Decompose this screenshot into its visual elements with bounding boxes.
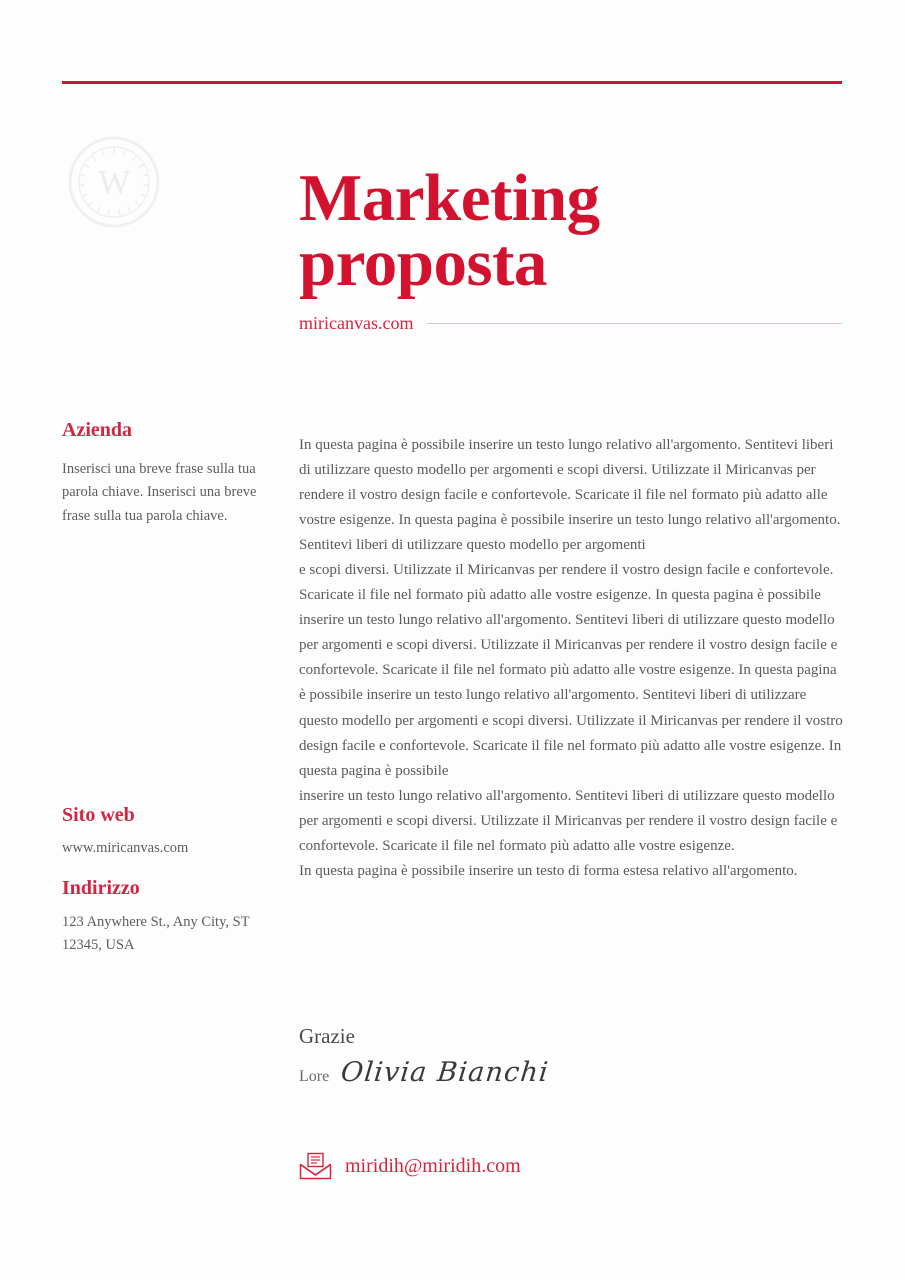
sidebar-heading-company: Azienda	[62, 419, 132, 441]
closing-block	[299, 1024, 549, 1088]
body-paragraph-1: In questa pagina è possibile inserire un testo lungo relativo all'argomento. Sentitevi liberi di utilizzare questo modello per argomenti e scopi diversi. Utilizzate il Miricanvas per rendere il vostro design facile e confortevole. Scaricate il file nel formato più adatto alle vostre esigenze. In questa pagina è possibile inserire un testo lungo relativo all'argomento. Sentitevi liberi di utilizzare questo modello per argomenti	[299, 437, 841, 554]
header-website-rule	[427, 323, 842, 324]
header-website-link[interactable]: miricanvas.com	[299, 313, 414, 333]
closing-salutation: Grazie	[299, 1024, 355, 1048]
body-paragraph-2: e scopi diversi. Utilizzate il Miricanvas per rendere il vostro design facile e confortevole. Scaricate il file nel formato più adatto alle vostre esigenze. In questa pagina è possibile inserire un testo lungo relativo all'argomento. Sentitevi liberi di utilizzare questo modello per argomenti e scopi diversi. Utilizzate il Miricanvas per rendere il vostro design facile e confortevole. Scaricate il file nel formato più adatto alle vostre esigenze. In questa pagina è possibile inserire un testo lungo relativo all'argomento. Sentitevi liberi di utilizzare questo modello per argomenti e scopi diversi. Utilizzate il Miricanvas per rendere il vostro design facile e confortevole. Scaricate il file nel formato più adatto alle vostre esigenze. In questa pagina è possibile	[299, 562, 843, 779]
signature-row	[299, 1057, 549, 1088]
footer-email-address[interactable]: miridih@miridih.com	[345, 1154, 521, 1177]
signature-label: Lore	[299, 1068, 330, 1086]
footer-email-row[interactable]	[299, 1152, 521, 1180]
body-paragraph-3: inserire un testo lungo relativo all'argomento. Sentitevi liberi di utilizzare questo modello per argomenti e scopi diversi. Utilizzate il Miricanvas per rendere il vostro design facile e confortevole. Scaricate il file nel formato più adatto alle vostre esigenze.	[299, 787, 838, 854]
sidebar-heading-address: Indirizzo	[62, 877, 140, 899]
page-title-line-1: Marketing	[299, 160, 600, 235]
company-logo-badge	[68, 136, 160, 228]
top-divider-rule	[62, 81, 842, 84]
page-title	[299, 160, 839, 300]
sidebar-heading-website: Sito web	[62, 804, 135, 826]
sidebar-section-address	[62, 876, 272, 957]
sidebar-value-address: 123 Anywhere St., Any City, ST 12345, USA	[62, 914, 250, 954]
sidebar-section-company	[62, 418, 262, 528]
sidebar-value-website[interactable]: www.miricanvas.com	[62, 840, 189, 856]
signature-name: Olivia Bianchi	[339, 1057, 551, 1089]
envelope-open-icon	[299, 1152, 332, 1180]
header-website-row	[299, 313, 842, 334]
main-body-text	[299, 433, 844, 884]
svg-text:W: W	[97, 164, 131, 201]
sidebar-section-website	[62, 803, 272, 860]
page-title-line-2: proposta	[299, 225, 547, 300]
sidebar-text-company: Inserisci una breve frase sulla tua parola chiave. Inserisci una breve frase sulla tua parola chiave.	[62, 461, 257, 524]
body-paragraph-4: In questa pagina è possibile inserire un testo di forma estesa relativo all'argomento.	[299, 862, 798, 879]
